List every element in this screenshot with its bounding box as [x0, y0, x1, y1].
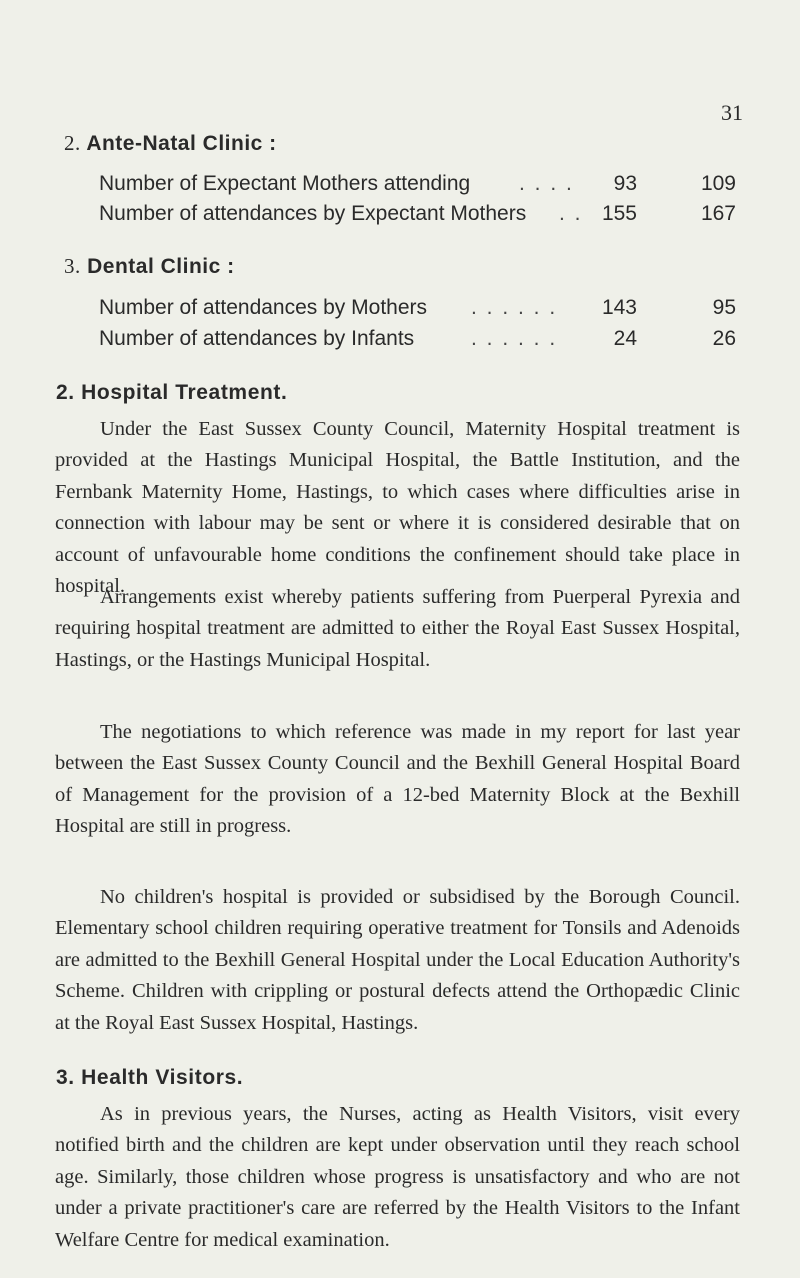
page-number: 31 [721, 100, 743, 125]
value-second-year: 26 [712, 327, 736, 350]
leader-dots: . . . . . . [471, 296, 558, 319]
value-second-year: 95 [712, 296, 736, 319]
paragraph: The negotiations to which reference was made in my report for last year between the East Sussex County Council and the Bexhill General Hospital Board of Management for the provision of a 12-bed Maternity Block at the Bexhill Hospital are still in progress. [55, 721, 740, 838]
ante-natal-clinic-heading [64, 131, 277, 156]
row-label: Number of attendances by Mothers [99, 296, 428, 319]
table-row [99, 202, 739, 232]
table-row [99, 296, 739, 326]
paragraph: No children's hospital is provided or subsidised by the Borough Council. Elementary school children requiring operative treatment for Tonsils and Adenoids are admitted to the Bexhill General Hospital under the Local Education Authority's Scheme. Children with crippling or postural defects attend the Orthopædic Clinic at the Royal East Sussex Hospital, Hastings. [55, 886, 740, 1034]
paragraph: Under the East Sussex County Council, Maternity Hospital treatment is provided at the Hastings Municipal Hospital, the Battle Institution, and the Fernbank Maternity Home, Hastings, to which cases where difficulties arise in connection with labour may be sent or where it is considered desirable that on account of unfavourable home conditions the confinement should take place in hospital. [55, 418, 740, 598]
value-second-year: 167 [700, 202, 736, 225]
dental-clinic-heading [64, 254, 235, 279]
section-number: 2. [64, 131, 81, 155]
value-first-year: 143 [601, 296, 637, 319]
value-second-year: 109 [700, 172, 736, 195]
row-label: Number of attendances by Expectant Mothers [99, 202, 527, 225]
section-title: Ante-Natal Clinic : [86, 132, 277, 155]
paragraph: Arrangements exist whereby patients suffering from Puerperal Pyrexia and requiring hospital treatment are admitted to either the Royal East Sussex Hospital, Hastings, or the Hastings Municipal Hospital. [55, 586, 740, 671]
section-title: Dental Clinic : [87, 255, 235, 278]
paragraph: As in previous years, the Nurses, acting as Health Visitors, visit every notified birth and the children are kept under observation until they reach school age. Similarly, those children whose progress is unsatisfactory and who are not under a private practitioner's care are referred by the Health Visitors to the Infant Welfare Centre for medical examination. [55, 1103, 740, 1251]
leader-dots: . . . . . . [471, 327, 558, 350]
row-label: Number of Expectant Mothers attending [99, 172, 471, 195]
value-first-year: 155 [601, 202, 637, 225]
health-visitors-heading: 3. Health Visitors. [56, 1066, 244, 1089]
leader-dots: . . [559, 202, 583, 225]
hospital-treatment-heading: 2. Hospital Treatment. [56, 381, 288, 404]
value-first-year: 24 [613, 327, 637, 350]
value-first-year: 93 [613, 172, 637, 195]
table-row [99, 172, 739, 202]
row-label: Number of attendances by Infants [99, 327, 415, 350]
table-row [99, 327, 739, 357]
leader-dots: . . . . [519, 172, 574, 195]
section-number: 3. [64, 254, 81, 278]
